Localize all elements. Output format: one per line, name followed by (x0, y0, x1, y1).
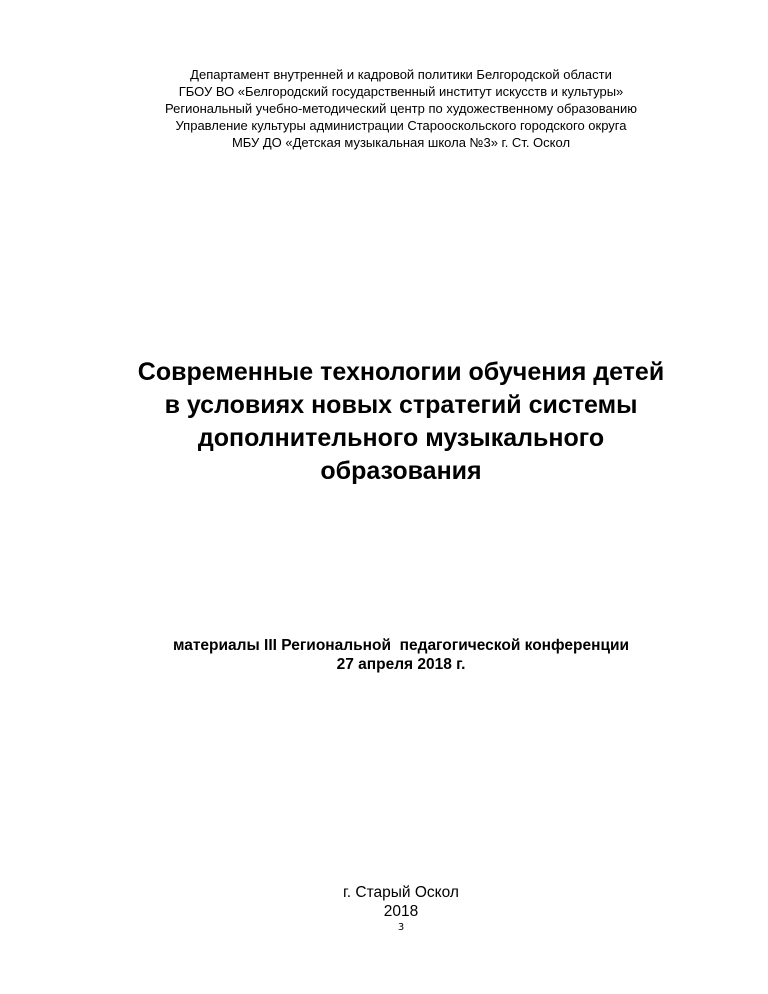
title-line-1: Современные технологии обучения детей (137, 358, 665, 386)
header-line-music-school: МБУ ДО «Детская музыкальная школа №3» г. Ст. Оскол (231, 135, 571, 150)
imprint-footer (0, 883, 768, 921)
header-line-methodical-center: Региональный учебно-методический центр по художественному образованию (165, 101, 637, 116)
page-number: 3 (397, 922, 405, 933)
organizations-header (0, 66, 768, 151)
title-line-3: дополнительного музыкального (197, 424, 605, 452)
header-line-institute: ГБОУ ВО «Белгородский государственный институт искусств и культуры» (178, 84, 624, 99)
conference-materials-line: материалы III Региональной педагогической конференции (172, 637, 630, 654)
title-line-4: образования (320, 457, 482, 485)
document-title (0, 356, 768, 488)
imprint-year: 2018 (383, 903, 419, 920)
imprint-city: г. Старый Оскол (343, 884, 459, 901)
conference-date-line: 27 апреля 2018 г. (336, 656, 466, 673)
header-line-department: Департамент внутренней и кадровой политики Белгородской области (190, 67, 612, 82)
title-line-2: в условиях новых стратегий системы (164, 391, 638, 419)
header-line-culture-administration: Управление культуры администрации Старооскольского городского округа (175, 118, 627, 133)
conference-subtitle (0, 636, 768, 674)
